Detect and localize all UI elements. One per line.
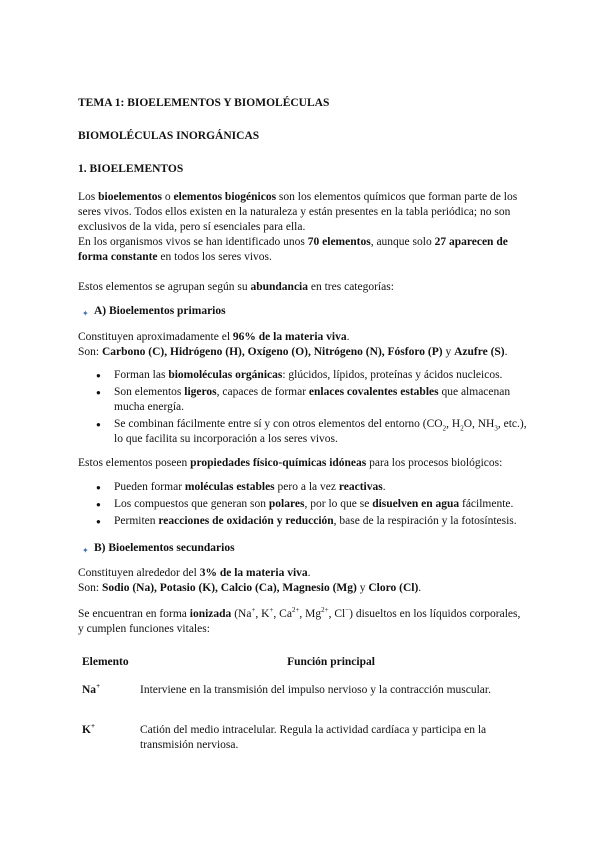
table-row — [82, 683, 522, 723]
table-cell-funcion: Catión del medio intracelular. Regula la actividad cardíaca y participa en la transmisión nerviosa. — [140, 724, 487, 751]
doc-subtitle: BIOMOLÉCULAS INORGÁNICAS — [78, 130, 260, 142]
doc-title: TEMA 1: BIOELEMENTOS Y BIOMOLÉCULAS — [78, 97, 330, 109]
intro-p3: Estos elementos se agrupan según su abundancia en tres categorías: — [78, 281, 394, 293]
primarios-list — [78, 368, 528, 447]
table-cell-funcion: Interviene en la transmisión del impulso nervioso y la contracción muscular. — [140, 684, 491, 696]
table-cell-elemento: Na+ — [82, 682, 101, 696]
list-item: ● Forman las biomoléculas orgánicas: glúcidos, lípidos, proteínas y ácidos nucleicos. — [78, 368, 528, 383]
list-item: ● Los compuestos que generan son polares, por lo que se disuelven en agua fácilmente. — [78, 497, 528, 512]
propiedades-paragraph: Estos elementos poseen propiedades físico-químicas idóneas para los procesos biológicos: — [78, 457, 503, 469]
list-item: ● Permiten reacciones de oxidación y reducción, base de la respiración y la fotosíntesis. — [78, 514, 528, 529]
diamond-bullet-icon: ✦ — [82, 546, 89, 555]
intro-p1: Los bioelementos o elementos biogénicos son los elementos químicos que forman parte de los seres vivos. Todos ellos existen en la naturaleza y están presentes en la tabla periódica; no son exclusivos de la vida, pero sí esenciales para ella. — [78, 191, 518, 233]
table-header-row — [82, 655, 522, 683]
list-item: ● Se combinan fácilmente entre sí y con otros elementos del entorno ($CO_2$, $H_2O$, $NH_3$, etc.), lo que facilita su incorporación a los seres vivos. — [78, 417, 528, 447]
primarios-title: A) Bioelementos primarios — [94, 305, 226, 317]
diamond-bullet-icon: ✦ — [82, 309, 89, 318]
table-header-elemento: Elemento — [82, 656, 129, 668]
table-header-funcion: Función principal — [287, 656, 375, 668]
table-cell-elemento: K+ — [82, 722, 95, 736]
secundarios-title: B) Bioelementos secundarios — [94, 542, 235, 554]
elements-table — [82, 655, 522, 753]
section-heading: 1. BIOELEMENTOS — [78, 163, 184, 175]
secundarios-summary: Constituyen alrededor del 3% de la materia viva. Son: Sodio (Na), Potasio (K), Calcio (Ca), Magnesio (Mg) y Cloro (Cl). — [78, 567, 422, 594]
table-row — [82, 723, 522, 753]
primarios-summary: Constituyen aproximadamente el 96% de la materia viva. Son: Carbono (C), Hidrógeno (H), Oxígeno (O), Nitrógeno (N), Fósforo (P) y Azufre (S). — [78, 331, 508, 358]
intro-paragraph — [78, 190, 528, 265]
intro-p2: En los organismos vivos se han identificado unos 70 elementos, aunque solo 27 aparecen de forma constante en todos los seres vivos. — [78, 236, 508, 263]
ionizada-paragraph: Se encuentran en forma ionizada (Na+, K+, $Ca^{2+}$, $Mg^{2+}$, Cl−) disueltos en los líquidos corporales, y cumplen funciones vitales: — [78, 606, 521, 635]
propiedades-list — [78, 480, 528, 529]
list-item: ● Pueden formar moléculas estables pero a la vez reactivas. — [78, 480, 528, 495]
list-item: ● Son elementos ligeros, capaces de formar enlaces covalentes estables que almacenan mucha energía. — [78, 385, 528, 415]
